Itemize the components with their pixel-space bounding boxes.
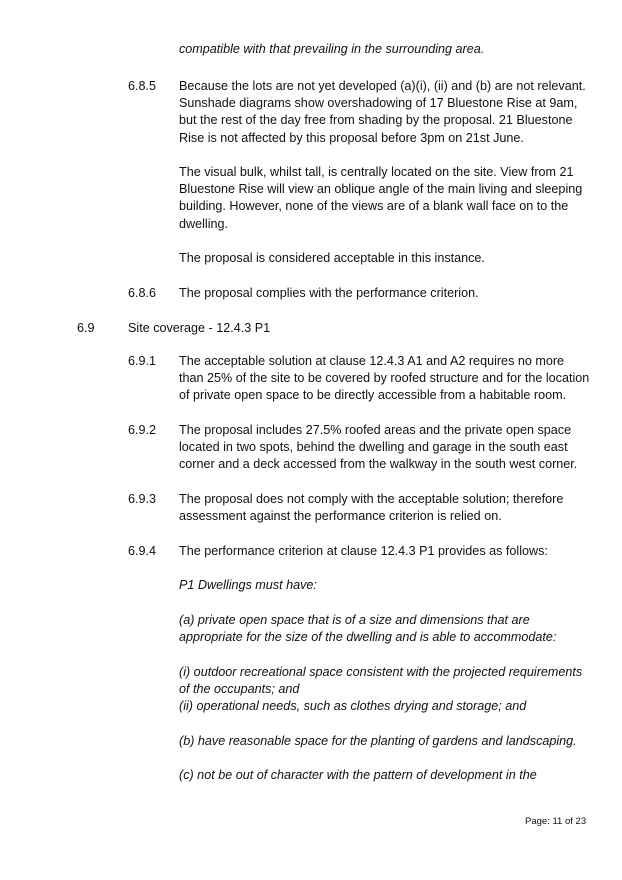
clause-a	[179, 612, 579, 646]
item-6-9-4-intro	[179, 543, 579, 560]
item-number-6-8-5: 6.8.5	[128, 79, 157, 93]
item-6-9-3-text	[179, 491, 579, 525]
item-6-8-5-paragraph-1	[179, 78, 586, 147]
text-line: The proposal includes 27.5% roofed areas and the private open space	[179, 423, 572, 437]
text-line: appropriate for the size of the dwelling and is able to accommodate:	[179, 630, 557, 645]
text-line: assessment against the performance criterion is relied on.	[179, 509, 502, 524]
text-line: dwelling.	[179, 216, 229, 231]
text-line: P1 Dwellings must have:	[179, 578, 317, 592]
item-number-6-9-1: 6.9.1	[128, 354, 157, 368]
text-line: Rise is not affected by this proposal before 3pm on 21st June.	[179, 130, 524, 145]
item-number-6-9-4: 6.9.4	[128, 544, 157, 558]
text-line: (c) not be out of character with the pattern of development in the	[179, 768, 537, 782]
text-line: The proposal complies with the performance criterion.	[179, 286, 479, 300]
text-line: of private open space to be directly accessible from a habitable room.	[179, 388, 567, 403]
clause-i-ii	[179, 664, 583, 716]
item-6-8-6-text	[179, 285, 579, 302]
text-line: (ii) operational needs, such as clothes drying and storage; and	[179, 699, 527, 714]
text-line: (i) outdoor recreational space consistent with the projected requirements	[179, 665, 583, 679]
text-line: The proposal is considered acceptable in this instance.	[179, 251, 485, 265]
item-6-8-5-paragraph-2	[179, 164, 583, 233]
item-number-6-9-2: 6.9.2	[128, 423, 157, 437]
text-line: but the rest of the day free from shading by the proposal. 21 Bluestone	[179, 113, 573, 128]
item-6-8-5-paragraph-3	[179, 250, 579, 267]
continuation-line: compatible with that prevailing in the surrounding area.	[179, 42, 485, 56]
text-line: The acceptable solution at clause 12.4.3 A1 and A2 requires no more	[179, 354, 565, 368]
text-line: The visual bulk, whilst tall, is centrally located on the site. View from 21	[179, 165, 574, 179]
p1-heading	[179, 577, 579, 594]
text-line: of the occupants; and	[179, 682, 300, 697]
text-line: building. However, none of the views are of a blank wall face on to the	[179, 199, 569, 214]
section-title-6-9: Site coverage - 12.4.3 P1	[128, 321, 271, 335]
text-line: The performance criterion at clause 12.4.3 P1 provides as follows:	[179, 544, 548, 558]
item-6-9-2-text	[179, 422, 579, 474]
text-line: Because the lots are not yet developed (a)(i), (ii) and (b) are not relevant.	[179, 79, 586, 93]
text-line: located in two spots, behind the dwelling and garage in the south east	[179, 440, 568, 455]
text-line: corner and a deck accessed from the walkway in the south west corner.	[179, 457, 578, 472]
item-number-6-8-6: 6.8.6	[128, 286, 157, 300]
text-line: than 25% of the site to be covered by roofed structure and for the location	[179, 371, 590, 386]
item-6-9-1-text	[179, 353, 590, 405]
text-line: (b) have reasonable space for the planting of gardens and landscaping.	[179, 734, 577, 748]
clause-c	[179, 767, 579, 784]
text-line: Sunshade diagrams show overshadowing of 17 Bluestone Rise at 9am,	[179, 96, 578, 111]
page-number: Page: 11 of 23	[525, 816, 587, 827]
text-line: The proposal does not comply with the acceptable solution; therefore	[179, 492, 564, 506]
item-number-6-9-3: 6.9.3	[128, 492, 157, 506]
continuation-text	[179, 41, 579, 58]
section-number-6-9: 6.9	[77, 321, 95, 335]
clause-b	[179, 733, 579, 750]
text-line: Bluestone Rise will view an oblique angle of the main living and sleeping	[179, 182, 583, 197]
text-line: (a) private open space that is of a size and dimensions that are	[179, 613, 530, 627]
